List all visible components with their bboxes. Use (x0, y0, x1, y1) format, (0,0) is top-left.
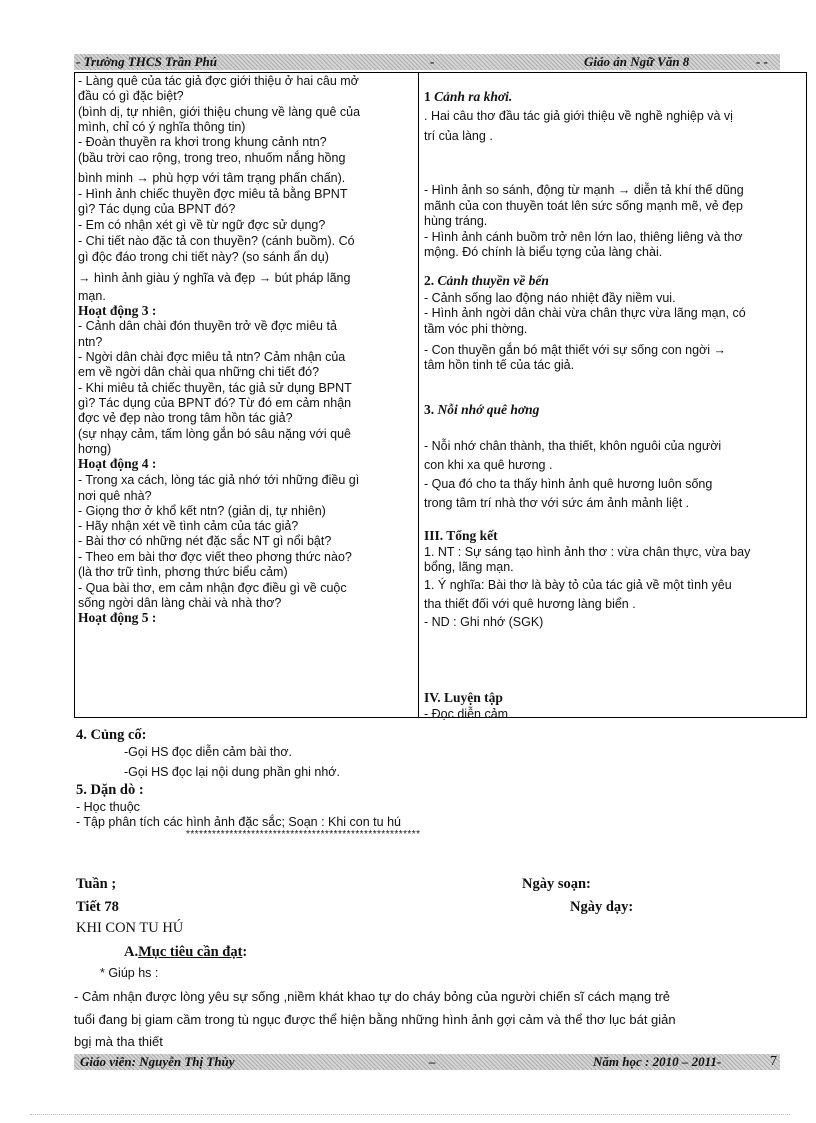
help-students-label: * Giúp hs : (100, 966, 159, 980)
right-line: . Hai câu thơ đầu tác giả giới thiệu về nghề nghiệp và vị (424, 109, 733, 123)
lesson-table (74, 72, 807, 721)
left-line: gì độc đáo trong chi tiết này? (so sánh ẩn dụ) (78, 250, 329, 264)
objectives-heading: A.Mục tiêu cần đạt: (124, 944, 248, 960)
right-line: 1. Ý nghĩa: Bài thơ là bày tỏ của tác giả về một tình yêu (424, 578, 732, 592)
left-line: nơi quê nhà? (78, 489, 152, 503)
page-footer (74, 1054, 780, 1070)
objective-line: tuổi đang bị giam cầm trong tù ngục được thể hiện bằng những hình ảnh gợi cảm và thể thơ lục bát giản (74, 1012, 676, 1027)
consolidation-heading: 4. Củng cố: (76, 727, 147, 743)
right-line: - ND : Ghi nhớ (SGK) (424, 615, 544, 629)
page-number: 7 (770, 1054, 777, 1069)
homework-item: - Học thuộc (76, 800, 140, 814)
left-line: - Chi tiết nào đặc tả con thuyền? (cánh buồm). Có (78, 234, 355, 248)
left-line: gì? Tác dụng của BPNT đó? Từ đó em cảm nhận (78, 396, 352, 410)
left-line: bình minh → phù hợp với tâm trạng phấn chấn). (78, 171, 346, 185)
left-line: - Hãy nhận xét về tình cảm của tác giả? (78, 519, 299, 533)
objective-line: - Cảm nhận được lòng yêu sự sống ,niềm khát khao tự do cháy bỏng của người chiến sĩ cách mạng trẻ (74, 989, 671, 1004)
header-tail: - - (756, 54, 768, 69)
left-line: - Qua bài thơ, em cảm nhận đợc điều gì về cuộc (78, 581, 347, 595)
week-label: Tuần ; (76, 876, 117, 892)
left-line: mạn. (78, 289, 106, 303)
right-line: - Qua đó cho ta thấy hình ảnh quê hương luôn sống (424, 477, 713, 491)
left-line: đầu có gì đặc biệt? (78, 89, 184, 103)
right-line: tâm hồn tinh tế của tác giả. (424, 358, 575, 372)
right-line: - Cảnh sống lao động náo nhiệt đầy niềm vui. (424, 291, 676, 305)
left-line: - Hình ảnh chiếc thuyền đợc miêu tả bằng BPNT (78, 187, 348, 201)
activity-heading: Hoạt động 4 : (78, 456, 157, 471)
header-dash: - (430, 54, 435, 69)
right-line: - Hình ảnh so sánh, động từ mạnh → diễn tả khí thế dũng (424, 183, 744, 197)
objective-line: bgị mà tha thiết (74, 1034, 163, 1049)
consolidation-item: -Gọi HS đọc diễn cảm bài thơ. (124, 745, 292, 759)
left-line: - Khi miêu tả chiếc thuyền, tác giả sử dụng BPNT (78, 381, 352, 395)
section-2-heading: 2. Cảnh thuyền về bến (424, 273, 549, 288)
page-header (74, 54, 780, 70)
header-school: - Trường THCS Trần Phú (76, 54, 217, 69)
left-line: - Làng quê của tác giả đợc giới thiệu ở hai câu mở (78, 74, 359, 88)
left-line: đợc vẻ đẹp nào trong tâm hồn tác giả? (78, 411, 293, 425)
left-line: mình, chỉ có ý nghĩa thông tin) (78, 120, 246, 134)
right-line: - Nỗi nhớ chân thành, tha thiết, khôn nguôi của người (424, 439, 722, 453)
bottom-dotted-rule (30, 1114, 790, 1115)
prep-date-label: Ngày soạn: (522, 876, 591, 892)
section-1-heading: 1 Cảnh ra khơi. (424, 89, 513, 104)
left-line: hơng) (78, 442, 112, 456)
table-divider (418, 73, 419, 717)
right-line: con khi xa quê hương . (424, 458, 553, 472)
left-line: - Giọng thơ ở khổ kết ntn? (giản dị, tự nhiên) (78, 504, 326, 518)
left-line: - Cảnh dân chài đón thuyền trở về đợc miêu tả (78, 319, 337, 333)
homework-heading: 5. Dặn dò : (76, 782, 144, 798)
right-line: - Hình ảnh ngời dân chài vừa chân thực vừa lãng mạn, có (424, 306, 746, 320)
section-5-heading: IV. Luyện tập (424, 690, 503, 705)
right-line: - Đọc diễn cảm (424, 707, 509, 721)
right-line: - Hình ảnh cánh buồm trở nên lớn lao, thiêng liêng và thơ (424, 230, 743, 244)
right-line: bổng, lãng mạn. (424, 560, 514, 574)
left-line: - Em có nhận xét gì về từ ngữ đợc sử dụng? (78, 218, 326, 232)
left-line: - Trong xa cách, lòng tác giả nhớ tới những điều gì (78, 473, 360, 487)
footer-dash: – (429, 1054, 436, 1069)
homework-item: - Tập phân tích các hình ảnh đặc sắc; Soạn : Khi con tu hú (76, 815, 401, 829)
right-line: mãnh của con thuyền toát lên sức sống mạnh mẽ, vẻ đẹp (424, 199, 743, 213)
right-line: trí của làng . (424, 129, 493, 143)
footer-year: Năm học : 2010 – 2011- (593, 1054, 722, 1069)
left-line: - Theo em bài thơ đợc viết theo phơng thức nào? (78, 550, 352, 564)
teach-date-label: Ngày dạy: (570, 899, 634, 915)
right-line: - Con thuyền gắn bó mật thiết với sự sống con ngời → (424, 343, 727, 357)
activity-heading: Hoạt động 3 : (78, 303, 157, 318)
right-line: tầm vóc phi thờng. (424, 322, 528, 336)
left-line: - Đoàn thuyền ra khơi trong khung cảnh ntn? (78, 135, 327, 149)
header-subject: Giáo án Ngữ Văn 8 (584, 54, 690, 69)
section-3-heading: 3. Nỗi nhớ quê hơng (424, 402, 540, 417)
section-4-heading: III. Tổng kết (424, 528, 498, 543)
right-line: trong tâm trí nhà thơ với sức ám ảnh mảnh liệt . (424, 496, 690, 510)
right-line: mộng. Đó chính là biểu tợng của làng chài. (424, 245, 663, 259)
left-line: ntn? (78, 335, 103, 349)
footer-teacher: Giáo viên: Nguyễn Thị Thùy (80, 1054, 235, 1069)
left-line: sống ngời dân làng chài và nhà thơ? (78, 596, 282, 610)
left-line: gì? Tác dụng của BPNT đó? (78, 202, 236, 216)
left-line: em về ngời dân chài qua những chi tiết đó? (78, 365, 320, 379)
period-label: Tiết 78 (76, 899, 119, 915)
left-line: (bình dị, tự nhiên, giới thiệu chung về làng quê của (78, 105, 361, 119)
right-line: hùng tráng. (424, 214, 488, 228)
right-line: 1. NT : Sự sáng tạo hình ảnh thơ : vừa chân thực, vừa bay (424, 545, 751, 559)
separator-stars: ****************************************************** (186, 829, 421, 840)
left-line: - Ngời dân chài đợc miêu tả ntn? Cảm nhận của (78, 350, 346, 364)
right-line: tha thiết đối với quê hương làng biển . (424, 597, 636, 611)
left-line: (sự nhạy cảm, tấm lòng gắn bó sâu nặng với quê (78, 427, 351, 441)
left-line: (là thơ trữ tình, phơng thức biểu cảm) (78, 565, 288, 579)
left-line: (bầu trời cao rộng, trong treo, nhuốm nắng hồng (78, 151, 346, 165)
lesson-title: KHI CON TU HÚ (76, 920, 184, 936)
activity-heading: Hoạt động 5 : (78, 610, 157, 625)
left-line: → hình ảnh giàu ý nghĩa và đẹp → bút pháp lãng (78, 271, 351, 285)
consolidation-item: -Gọi HS đọc lại nội dung phần ghi nhớ. (124, 765, 340, 779)
left-line: - Bài thơ có những nét đặc sắc NT gì nổi bật? (78, 534, 332, 548)
